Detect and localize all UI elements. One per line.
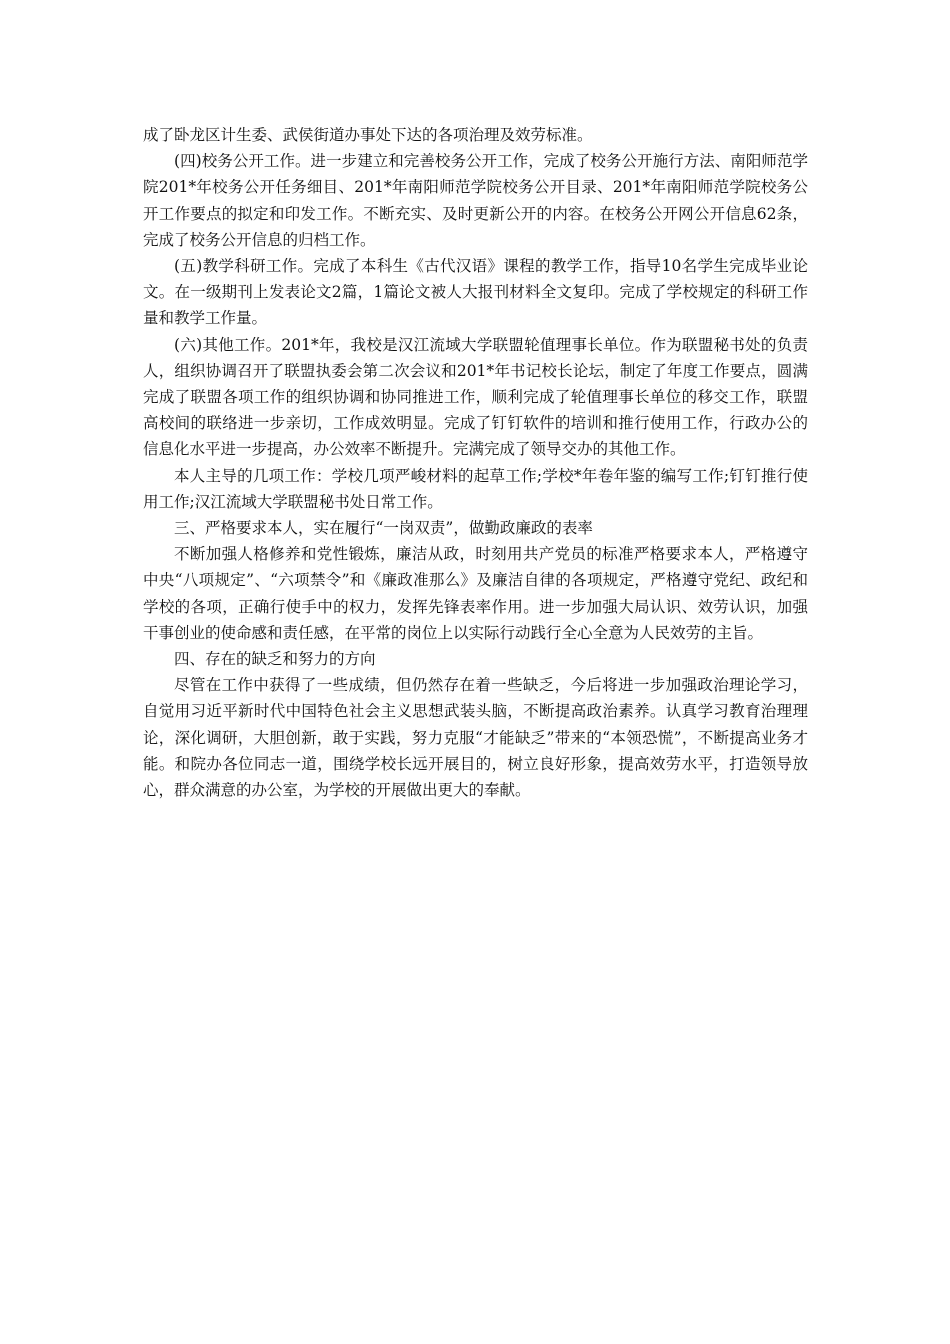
paragraph-section-4: (四)校务公开工作。进一步建立和完善校务公开工作，完成了校务公开施行方法、南阳师范学院201*年校务公开任务细目、201*年南阳师范学院校务公开目录、201*年南阳师范学院校务公开工作要点的拟定和印发工作。不断充实、及时更新公开的内容。在校务公开网公开信息62条，完成了校务公开信息的归档工作。 — [143, 152, 808, 249]
paragraph-shortcomings: 尽管在工作中获得了一些成绩，但仍然存在着一些缺乏，今后将进一步加强政治理论学习，自觉用习近平新时代中国特色社会主义思想武装头脑，不断提高政治素养。认真学习教育治理理论，深化调研，大胆创新，敢于实践，努力克服“才能缺乏”带来的“本领恐慌”，不断提高业务才能。和院办各位同志一道，围绕学校长远开展目的，树立良好形象，提高效劳水平，打造领导放心，群众满意的办公室，为学校的开展做出更大的奉献。 — [143, 676, 808, 800]
paragraph-integrity: 不断加强人格修养和党性锻炼，廉洁从政，时刻用共产党员的标准严格要求本人，严格遵守中央“八项规定”、“六项禁令”和《廉政准那么》及廉洁自律的各项规定，严格遵守党纪、政纪和学校的各项，正确行使手中的权力，发挥先锋表率作用。进一步加强大局认识、效劳认识，加强干事创业的使命感和责任感，在平常的岗位上以实际行动践行全心全意为人民效劳的主旨。 — [143, 545, 808, 642]
paragraph-continuation: 成了卧龙区计生委、武侯街道办事处下达的各项治理及效劳标准。 — [143, 126, 593, 144]
heading-section-four: 四、存在的缺乏和努力的方向 — [174, 650, 376, 669]
paragraph-section-5: (五)教学科研工作。完成了本科生《古代汉语》课程的教学工作，指导10名学生完成毕业论文。在一级期刊上发表论文2篇，1篇论文被人大报刊材料全文复印。完成了学校规定的科研工作量和教学工作量。 — [143, 257, 808, 328]
heading-section-three: 三、严格要求本人，实在履行“一岗双责”，做勤政廉政的表率 — [174, 519, 593, 538]
paragraph-section-6: (六)其他工作。201*年，我校是汉江流域大学联盟轮值理事长单位。作为联盟秘书处的负责人，组织协调召开了联盟执委会第二次会议和201*年书记校长论坛，制定了年度工作要点，圆满完成了联盟各项工作的组织协调和协同推进工作，顺利完成了轮值理事长单位的移交工作，联盟高校间的联络进一步亲切，工作成效明显。完成了钉钉软件的培训和推行使用工作，行政办公的信息化水平进一步提高，办公效率不断提升。完满完成了领导交办的其他工作。 — [143, 335, 808, 459]
paragraph-led-work: 本人主导的几项工作：学校几项严峻材料的起草工作;学校*年卷年鉴的编写工作;钉钉推行使用工作;汉江流域大学联盟秘书处日常工作。 — [143, 466, 808, 511]
document-body — [143, 122, 808, 803]
